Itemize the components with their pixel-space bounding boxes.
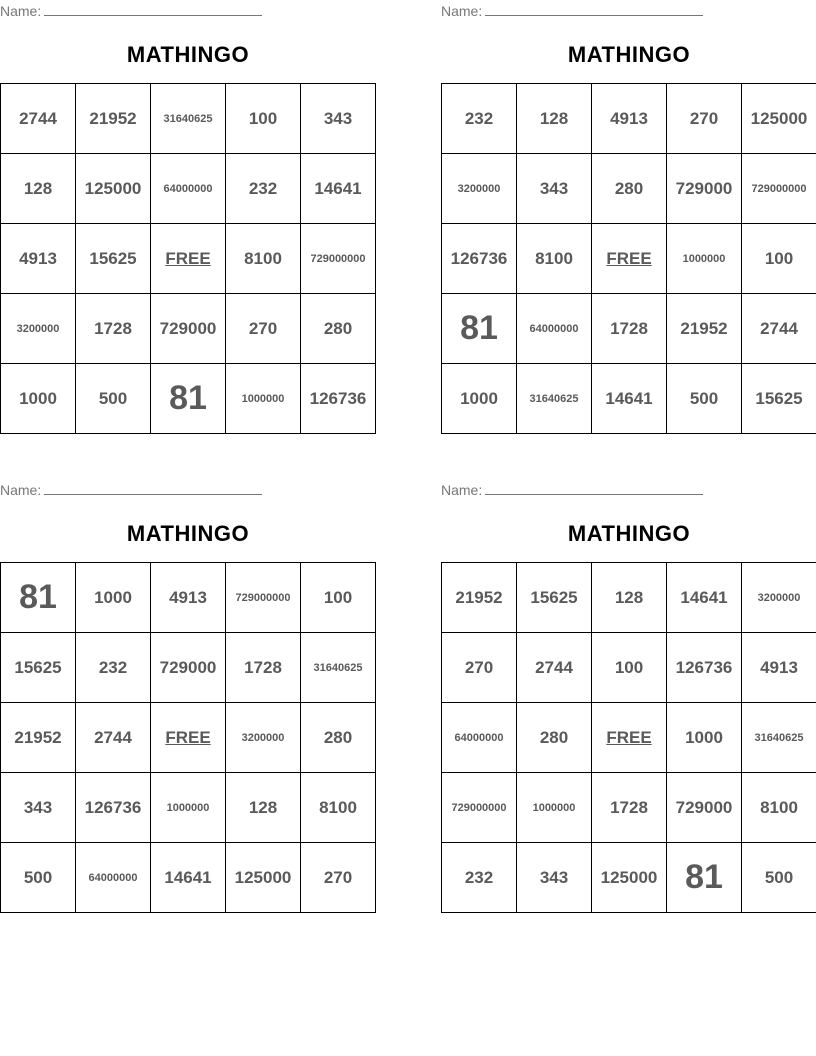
grid-row	[442, 84, 816, 154]
number-cell: 232	[76, 633, 151, 703]
number-cell: 500	[667, 364, 742, 434]
number-cell: 64000000	[76, 843, 151, 913]
number-cell: 125000	[742, 84, 816, 154]
number-cell: 232	[442, 84, 517, 154]
number-cell: 3200000	[742, 563, 816, 633]
name-field	[441, 2, 703, 20]
grid-row	[442, 843, 816, 913]
number-cell: 270	[667, 84, 742, 154]
number-cell: 500	[76, 364, 151, 434]
free-space-cell: FREE	[592, 703, 667, 773]
number-cell: 4913	[592, 84, 667, 154]
number-cell: 729000000	[742, 154, 816, 224]
number-cell: 1000	[1, 364, 76, 434]
number-cell: 4913	[151, 563, 226, 633]
number-cell: 1728	[592, 294, 667, 364]
number-cell: 31640625	[151, 84, 226, 154]
bingo-grid	[441, 83, 816, 434]
number-cell: 729000	[667, 154, 742, 224]
number-cell: 125000	[76, 154, 151, 224]
number-cell: 1000	[667, 703, 742, 773]
number-cell: 280	[517, 703, 592, 773]
number-cell: 8100	[301, 773, 376, 843]
number-cell: 2744	[1, 84, 76, 154]
number-cell: 280	[301, 294, 376, 364]
number-cell: 15625	[76, 224, 151, 294]
number-cell: 1728	[226, 633, 301, 703]
number-cell: 126736	[301, 364, 376, 434]
number-cell: 125000	[592, 843, 667, 913]
number-cell: 2744	[517, 633, 592, 703]
grid-row	[1, 364, 376, 434]
number-cell: 1000	[442, 364, 517, 434]
number-cell: 343	[1, 773, 76, 843]
number-cell: 81	[1, 563, 76, 633]
number-cell: 64000000	[442, 703, 517, 773]
grid-row	[1, 843, 376, 913]
grid-row	[1, 563, 376, 633]
name-blank-line	[485, 2, 703, 16]
grid-row	[442, 633, 816, 703]
number-cell: 100	[592, 633, 667, 703]
number-cell: 280	[592, 154, 667, 224]
number-cell: 21952	[667, 294, 742, 364]
number-cell: 126736	[442, 224, 517, 294]
number-cell: 8100	[742, 773, 816, 843]
name-blank-line	[44, 2, 262, 16]
number-cell: 729000	[151, 294, 226, 364]
number-cell: 4913	[1, 224, 76, 294]
number-cell: 21952	[1, 703, 76, 773]
number-cell: 31640625	[517, 364, 592, 434]
bingo-card-1	[0, 0, 376, 440]
grid-row	[1, 294, 376, 364]
number-cell: 729000	[151, 633, 226, 703]
number-cell: 343	[517, 154, 592, 224]
grid-row	[442, 703, 816, 773]
name-label: Name:	[0, 3, 42, 19]
number-cell: 2744	[76, 703, 151, 773]
number-cell: 64000000	[151, 154, 226, 224]
number-cell: 64000000	[517, 294, 592, 364]
number-cell: 1000000	[226, 364, 301, 434]
grid-row	[442, 294, 816, 364]
number-cell: 8100	[226, 224, 301, 294]
bingo-grid	[0, 83, 376, 434]
number-cell: 100	[742, 224, 816, 294]
number-cell: 125000	[226, 843, 301, 913]
name-field	[0, 481, 262, 499]
number-cell: 1728	[592, 773, 667, 843]
number-cell: 15625	[1, 633, 76, 703]
bingo-card-2	[441, 0, 816, 440]
number-cell: 270	[301, 843, 376, 913]
number-cell: 81	[667, 843, 742, 913]
bingo-grid	[0, 562, 376, 913]
bingo-card-4	[441, 479, 816, 919]
number-cell: 81	[151, 364, 226, 434]
number-cell: 14641	[592, 364, 667, 434]
number-cell: 1000000	[151, 773, 226, 843]
card-title: MATHINGO	[567, 521, 691, 546]
number-cell: 729000000	[442, 773, 517, 843]
number-cell: 3200000	[226, 703, 301, 773]
free-space-cell: FREE	[592, 224, 667, 294]
number-cell: 81	[442, 294, 517, 364]
number-cell: 15625	[517, 563, 592, 633]
number-cell: 100	[301, 563, 376, 633]
number-cell: 280	[301, 703, 376, 773]
name-blank-line	[485, 481, 703, 495]
grid-row	[1, 703, 376, 773]
grid-row	[1, 84, 376, 154]
grid-row	[442, 224, 816, 294]
number-cell: 126736	[76, 773, 151, 843]
grid-row	[1, 633, 376, 703]
number-cell: 3200000	[442, 154, 517, 224]
number-cell: 3200000	[1, 294, 76, 364]
card-title: MATHINGO	[567, 42, 691, 67]
free-space-cell: FREE	[151, 703, 226, 773]
number-cell: 128	[517, 84, 592, 154]
number-cell: 343	[301, 84, 376, 154]
number-cell: 1000	[76, 563, 151, 633]
number-cell: 1000000	[667, 224, 742, 294]
free-space-cell: FREE	[151, 224, 226, 294]
bingo-grid	[441, 562, 816, 913]
number-cell: 2744	[742, 294, 816, 364]
name-label: Name:	[441, 3, 483, 19]
grid-row	[442, 773, 816, 843]
number-cell: 4913	[742, 633, 816, 703]
number-cell: 500	[1, 843, 76, 913]
grid-row	[1, 224, 376, 294]
number-cell: 100	[226, 84, 301, 154]
number-cell: 31640625	[301, 633, 376, 703]
bingo-card-3	[0, 479, 376, 919]
number-cell: 1728	[76, 294, 151, 364]
number-cell: 126736	[667, 633, 742, 703]
number-cell: 128	[1, 154, 76, 224]
grid-row	[1, 154, 376, 224]
number-cell: 343	[517, 843, 592, 913]
number-cell: 14641	[301, 154, 376, 224]
number-cell: 729000000	[301, 224, 376, 294]
number-cell: 14641	[667, 563, 742, 633]
number-cell: 128	[226, 773, 301, 843]
number-cell: 270	[442, 633, 517, 703]
number-cell: 500	[742, 843, 816, 913]
grid-row	[1, 773, 376, 843]
number-cell: 14641	[151, 843, 226, 913]
number-cell: 15625	[742, 364, 816, 434]
number-cell: 8100	[517, 224, 592, 294]
grid-row	[442, 364, 816, 434]
card-title: MATHINGO	[126, 42, 250, 67]
number-cell: 21952	[76, 84, 151, 154]
name-label: Name:	[0, 482, 42, 498]
number-cell: 270	[226, 294, 301, 364]
name-field	[0, 2, 262, 20]
card-title: MATHINGO	[126, 521, 250, 546]
number-cell: 232	[442, 843, 517, 913]
name-field	[441, 481, 703, 499]
number-cell: 21952	[442, 563, 517, 633]
grid-row	[442, 563, 816, 633]
name-label: Name:	[441, 482, 483, 498]
grid-row	[442, 154, 816, 224]
number-cell: 128	[592, 563, 667, 633]
number-cell: 232	[226, 154, 301, 224]
number-cell: 729000	[667, 773, 742, 843]
number-cell: 31640625	[742, 703, 816, 773]
name-blank-line	[44, 481, 262, 495]
number-cell: 729000000	[226, 563, 301, 633]
number-cell: 1000000	[517, 773, 592, 843]
